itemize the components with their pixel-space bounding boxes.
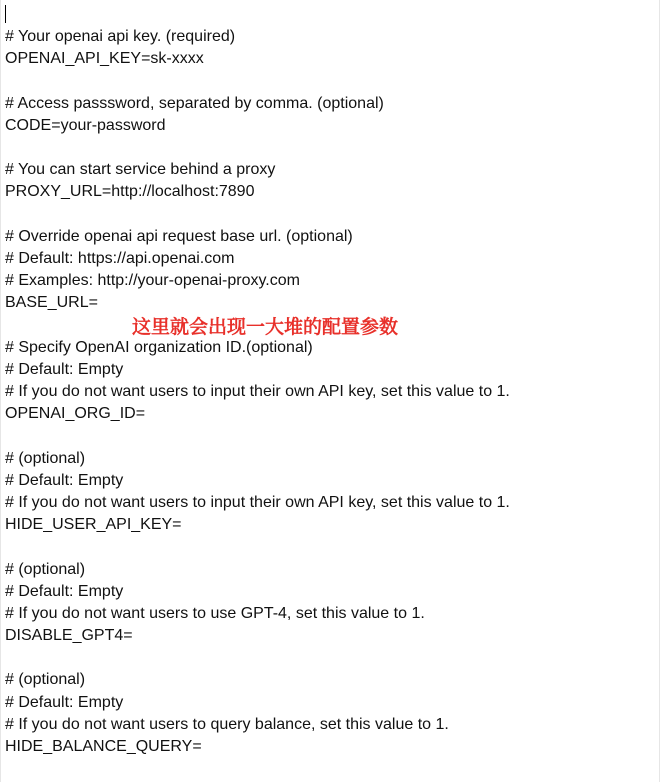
editor-line[interactable]: # Your openai api key. (required) [5, 28, 236, 45]
editor-line[interactable]: # Default: Empty [5, 360, 124, 378]
editor-line[interactable]: # Override openai api request base url. (optional) [5, 227, 353, 245]
editor-line[interactable]: # You can start service behind a proxy [5, 161, 276, 179]
editor-line[interactable]: DISABLE_GPT4= [5, 627, 133, 645]
editor-line[interactable]: CODE=your-password [5, 116, 166, 134]
editor-line[interactable] [5, 536, 510, 558]
editor-line[interactable]: OPENAI_ORG_ID= [5, 405, 146, 423]
editor-line[interactable]: # If you do not want users to use GPT-4, set this value to 1. [5, 604, 425, 622]
editor-line[interactable]: # Access passsword, separated by comma. (optional) [5, 94, 384, 112]
editor-line[interactable] [5, 204, 510, 226]
annotation-text: 这里就会出现一大堆的配置参数 [132, 316, 399, 338]
editor-line[interactable]: # (optional) [5, 560, 86, 578]
editor-line[interactable]: # Default: Empty [5, 693, 124, 711]
editor-line[interactable]: BASE_URL= [5, 294, 98, 312]
editor-line[interactable]: HIDE_USER_API_KEY= [5, 516, 182, 534]
editor-line[interactable] [5, 137, 510, 159]
editor-line[interactable]: # Examples: http://your-openai-proxy.com [5, 272, 300, 290]
editor-line[interactable]: # Default: https://api.openai.com [5, 249, 235, 267]
editor-line[interactable] [5, 647, 510, 669]
editor-line[interactable]: # If you do not want users to query balance, set this value to 1. [5, 715, 449, 733]
editor-line[interactable] [5, 70, 510, 92]
text-cursor [5, 5, 6, 23]
editor-line[interactable]: # Specify OpenAI organization ID.(optional) [5, 338, 313, 356]
editor-line[interactable]: # (optional) [5, 671, 86, 689]
editor-lines [5, 26, 510, 758]
editor-line[interactable]: PROXY_URL=http://localhost:7890 [5, 183, 255, 201]
editor-line[interactable]: # (optional) [5, 449, 86, 467]
editor-line[interactable]: # If you do not want users to input their own API key, set this value to 1. [5, 383, 510, 400]
editor-line[interactable] [5, 425, 510, 447]
editor-line[interactable]: # Default: Empty [5, 582, 124, 600]
editor-line[interactable]: OPENAI_API_KEY=sk-xxxx [5, 50, 204, 68]
editor-line[interactable]: HIDE_BALANCE_QUERY= [5, 738, 202, 755]
editor-line[interactable]: # If you do not want users to input their own API key, set this value to 1. [5, 493, 510, 511]
editor-line[interactable]: # Default: Empty [5, 471, 124, 489]
